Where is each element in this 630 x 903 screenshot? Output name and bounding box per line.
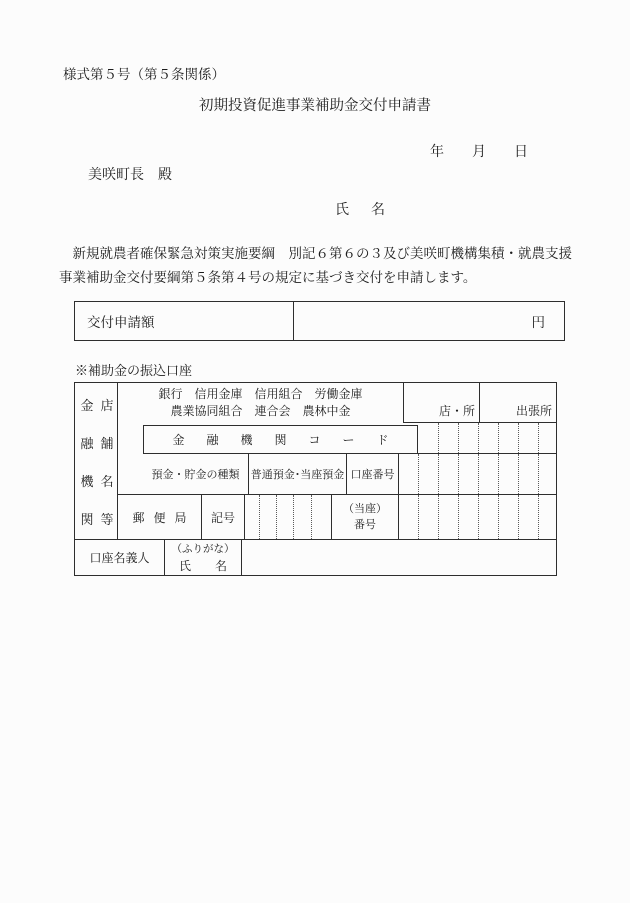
vh-char: 名 [100,474,114,489]
vh-char: 金 [80,398,94,413]
name-label: 氏 名 [335,203,389,218]
touza-number-label-cell [332,495,398,539]
account-number-digit-grid [399,454,556,494]
sub-branch-suffix-cell: 出張所 [515,404,552,418]
vertical-header-right-col [98,395,116,528]
vh-char: 関 [80,512,94,527]
vh-char: 舗 [100,436,114,451]
vh-char: 等 [100,512,114,527]
addressee: 美咲町長 殿 [88,168,172,183]
holder-name-label: 氏 名 [178,558,227,573]
furigana-name-cell [165,540,241,575]
bank-types-line-2: 農業協同組合 連合会 農林中金 [170,404,351,418]
vh-char: 店 [100,398,114,413]
date-line [430,141,528,161]
touza-label: （当座） [343,503,387,515]
symbol-digit-grid [245,495,331,539]
year-label: 年 [430,145,444,160]
day-label: 日 [514,145,528,160]
bank-code-digit-grid [418,423,556,453]
bank-types-line-1: 銀行 信用金庫 信用組合 労働金庫 [158,387,363,401]
amount-label-cell: 交付申請額 [87,315,155,330]
account-number-label-cell: 口座番号 [350,469,395,481]
deposit-type-options-cell: 普通預金･当座預金 [250,469,345,481]
deposit-type-label-cell: 預金・貯金の種類 [151,469,240,481]
holder-label-cell: 口座名義人 [89,551,150,565]
body-line-1: 新規就農者確保緊急対策実施要綱 別記６第６の３及び美咲町機構集積・就農支援 [59,246,572,261]
form-number: 様式第５号（第５条関係） [63,67,225,82]
bank-code-label: 金融機関コード [172,432,411,447]
furigana-label: （ふりがな） [171,543,235,555]
branch-suffix-cell: 店・所 [438,404,475,418]
symbol-label-cell: 記号 [210,510,235,525]
vh-char: 機 [80,474,94,489]
touza-number-digit-grid [399,495,556,539]
month-label: 月 [472,145,486,160]
amount-unit: 円 [531,315,545,330]
amount-table [74,301,565,341]
vertical-header-left-col [78,395,96,528]
body-line-2: 事業補助金交付要綱第５条第４号の規定に基づき交付を申請します。 [59,270,477,285]
bank-types-cell [118,384,403,422]
page-title: 初期投資促進事業補助金交付申請書 [199,98,431,114]
holder-name-value-cell [242,540,556,575]
post-office-label-cell: 郵便局 [132,510,196,525]
vh-char: 融 [80,436,94,451]
number-label: 番号 [354,519,376,531]
account-section-heading: ※補助金の振込口座 [75,363,193,378]
account-table [74,382,557,576]
